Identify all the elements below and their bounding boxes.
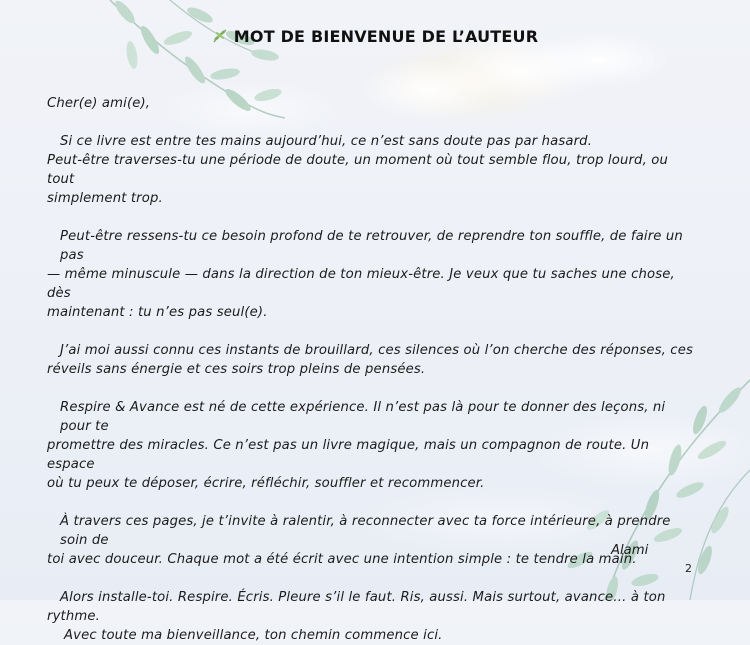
paragraph-line: rythme.: [47, 609, 100, 624]
paragraph-line: Alors installe-toi. Respire. Écris. Pleure s’il le faut. Ris, aussi. Mais surtout, avance… à ton: [60, 590, 666, 605]
paragraph-line: Respire & Avance est né de cette expérience. Il n’est pas là pour te donner des leçons, ni pour te: [60, 400, 666, 434]
signature: Alami: [611, 543, 649, 558]
paragraph-line: Peut-être ressens-tu ce besoin profond de te retrouver, de reprendre ton souffle, de faire un pas: [60, 229, 683, 263]
paragraph: [47, 512, 697, 569]
paragraph-line: — même minuscule — dans la direction de ton mieux-être. Je veux que tu saches une chose, dès: [47, 267, 675, 301]
paragraph-line: promettre des miracles. Ce n’est pas un livre magique, mais un compagnon de route. Un espace: [47, 438, 650, 472]
paragraph-line: J’ai moi aussi connu ces instants de brouillard, ces silences où l’on cherche des réponses, ces: [60, 343, 693, 358]
paragraph-line: Si ce livre est entre tes mains aujourd’hui, ce n’est sans doute pas par hasard.: [60, 134, 593, 149]
page-title: MOT DE BIENVENUE DE L’AUTEUR: [233, 27, 539, 46]
salutation: Cher(e) ami(e),: [47, 96, 151, 111]
paragraph: [47, 588, 697, 626]
paragraph-line: où tu peux te déposer, écrire, réfléchir, souffler et recommencer.: [47, 476, 485, 491]
leaf-icon: [212, 28, 228, 48]
page-title-block: [0, 27, 750, 48]
paragraph: [47, 341, 697, 379]
paragraph-line: toi avec douceur. Chaque mot a été écrit avec une intention simple : te tendre la main.: [47, 552, 637, 567]
paragraph-line: maintenant : tu n’es pas seul(e).: [47, 305, 268, 320]
closing-line: Avec toute ma bienveillance, ton chemin commence ici.: [64, 628, 443, 643]
paragraph-line: réveils sans énergie et ces soirs trop pleins de pensées.: [47, 362, 426, 377]
paragraph: [47, 132, 697, 208]
paragraph-line: Peut-être traverses-tu une période de doute, un moment où tout semble flou, trop lourd, ou tout: [47, 153, 668, 187]
page-number: 2: [685, 562, 692, 575]
paragraph-line: À travers ces pages, je t’invite à ralentir, à reconnecter avec ta force intérieure, à prendre soin de: [60, 514, 671, 548]
paragraph: [47, 227, 697, 322]
paragraph-line: simplement trop.: [47, 191, 163, 206]
letter-body: [47, 94, 697, 645]
paragraph: [47, 398, 697, 493]
